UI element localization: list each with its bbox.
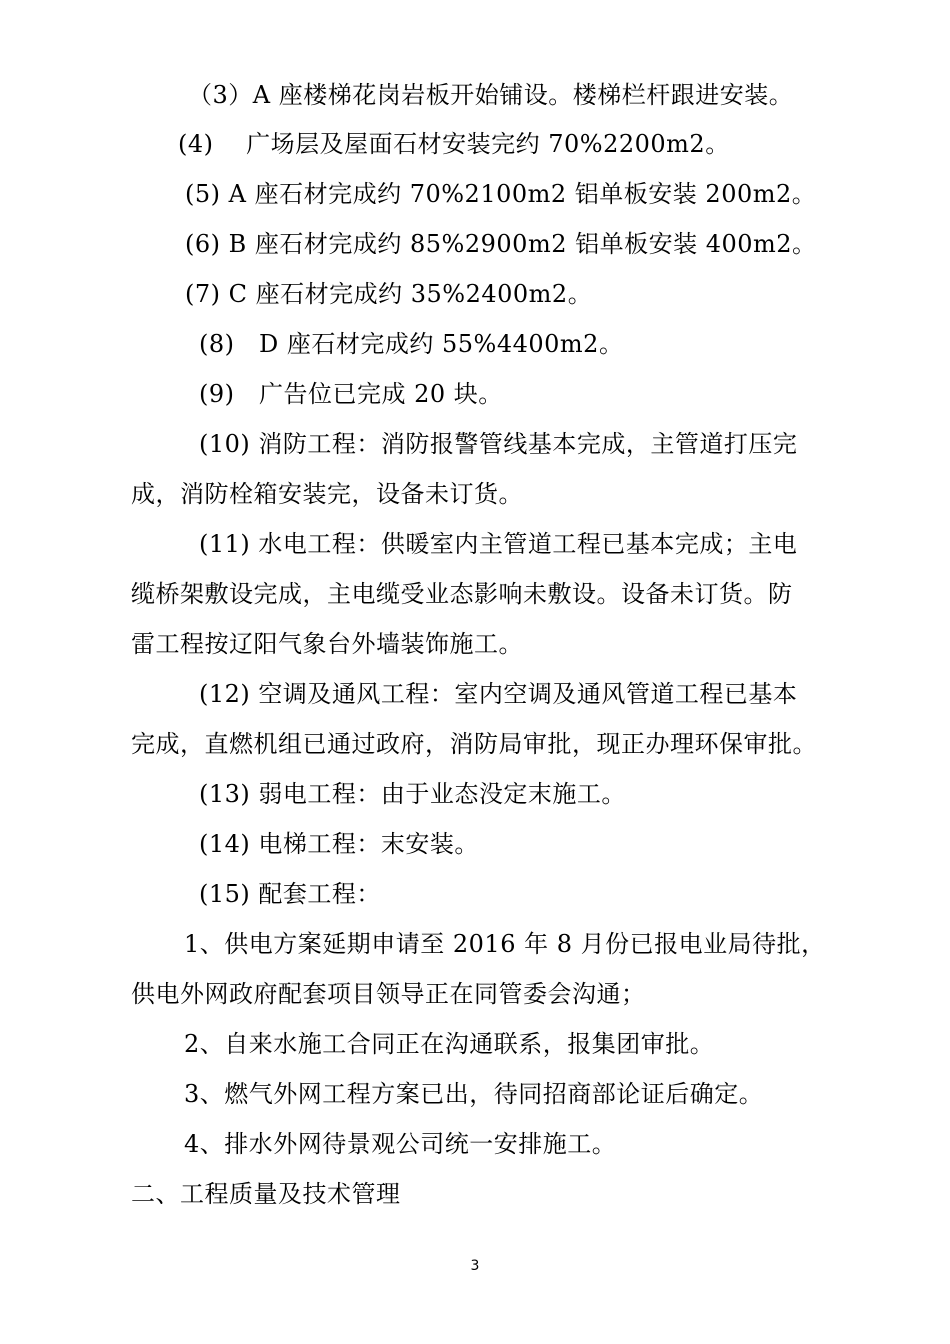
item-10-fire-line2: 成，消防栓箱安装完，设备未订货。 [131, 480, 523, 508]
item-13-low-voltage: (13) 弱电工程：由于业态没定末施工。 [199, 780, 626, 808]
item-14-elevator: (14) 电梯工程：末安装。 [199, 830, 479, 858]
sub-item-1-line2: 供电外网政府配套项目领导正在同管委会沟通； [131, 980, 646, 1008]
page-number: 3 [470, 1258, 480, 1274]
item-7-block-c: (7) C 座石材完成约 35%2400m2。 [185, 280, 593, 308]
section-heading-2: 二、工程质量及技术管理 [131, 1180, 401, 1208]
item-11-utilities-line2: 缆桥架敷设完成，主电缆受业态影响未敷设。设备未订货。防 [131, 580, 793, 608]
sub-item-1-line1: 1、供电方案延期申请至 2016 年 8 月份已报电业局待批， [184, 930, 826, 958]
item-6-block-b: (6) B 座石材完成约 85%2900m2 铝单板安装 400m2。 [185, 230, 817, 258]
item-11-utilities-line1: (11) 水电工程：供暖室内主管道工程已基本完成；主电 [199, 530, 798, 558]
item-9-billboards: (9) 广告位已完成 20 块。 [199, 380, 503, 408]
item-3-stairs: （3）A 座楼梯花岗岩板开始铺设。楼梯栏杆跟进安装。 [188, 81, 794, 109]
sub-item-3: 3、燃气外网工程方案已出，待同招商部论证后确定。 [184, 1080, 764, 1108]
item-11-utilities-line3: 雷工程按辽阳气象台外墙装饰施工。 [131, 630, 523, 658]
sub-item-4: 4、排水外网待景观公司统一安排施工。 [184, 1130, 617, 1158]
sub-item-2: 2、自来水施工合同正在沟通联系，报集团审批。 [184, 1030, 715, 1058]
item-5-block-a: (5) A 座石材完成约 70%2100m2 铝单板安装 200m2。 [185, 180, 817, 208]
item-10-fire-line1: (10) 消防工程：消防报警管线基本完成，主管道打压完 [199, 430, 798, 458]
item-8-block-d: (8) D 座石材完成约 55%4400m2。 [199, 330, 624, 358]
item-12-hvac-line1: (12) 空调及通风工程：室内空调及通风管道工程已基本 [199, 680, 798, 708]
item-12-hvac-line2: 完成，直燃机组已通过政府，消防局审批，现正办理环保审批。 [131, 730, 817, 758]
item-4-plaza-stone: (4) 广场层及屋面石材安装完约 70%2200m2。 [178, 130, 730, 158]
item-15-supporting: (15) 配套工程： [199, 880, 381, 908]
